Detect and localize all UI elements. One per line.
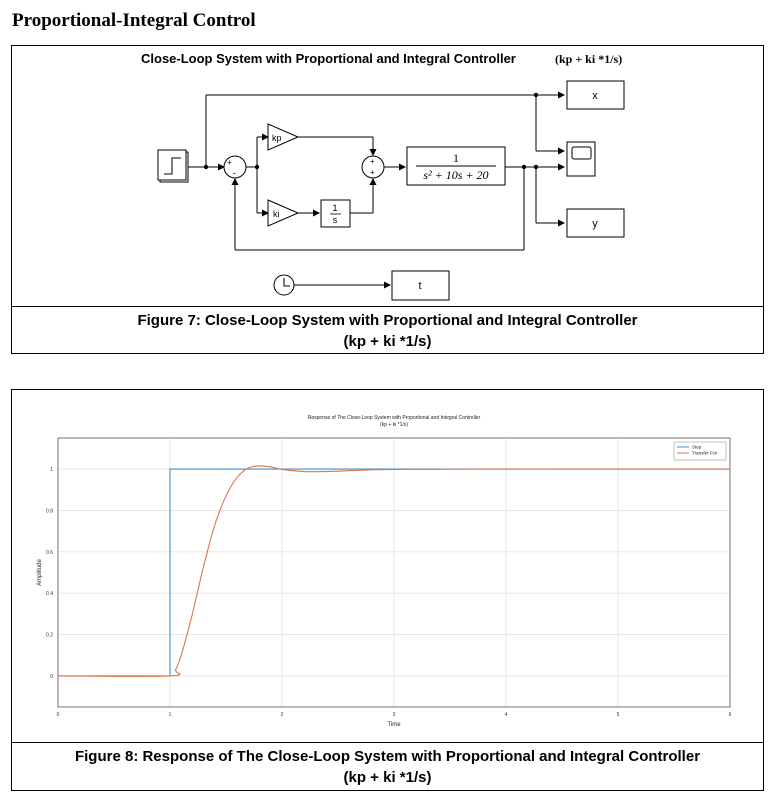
x-tick-label: 3 — [392, 712, 396, 718]
x-tick-label: 2 — [280, 712, 284, 718]
output-x-block[interactable] — [567, 81, 624, 109]
clock-icon[interactable] — [274, 275, 294, 295]
tf-numerator: 1 — [453, 151, 459, 165]
scope-block[interactable] — [567, 142, 595, 176]
chart-subtitle: (kp + ki *1/s) — [380, 422, 408, 428]
x-tick-label: 6 — [728, 712, 732, 718]
diagram-title-formula: (kp + ki *1/s) — [555, 52, 623, 66]
x-axis-label: Time — [387, 722, 401, 728]
figure-8-caption-line1: Figure 8: Response of The Close-Loop System with Proportional and Integral Controller — [74, 748, 701, 765]
sum1-minus-sign: - — [233, 168, 236, 178]
chart-legend — [674, 442, 726, 460]
legend-label: Transfer Fcn — [692, 450, 718, 456]
integrator-numerator: 1 — [332, 203, 338, 213]
output-y-block[interactable] — [567, 209, 624, 237]
output-t-label: t — [418, 280, 422, 292]
figure-7-caption — [12, 306, 763, 353]
figure-8-caption-line2: (kp + ki *1/s) — [343, 769, 432, 786]
y-tick-label: 0 — [50, 673, 53, 680]
diagram-title: Close-Loop System with Proportional and Integral Controller — [141, 51, 516, 66]
gain-ki-label: ki — [273, 209, 280, 219]
figure-8-caption — [12, 742, 763, 790]
y-tick-label: 0.6 — [46, 549, 53, 556]
output-t-block[interactable] — [392, 271, 449, 300]
sum2-plus-top: + — [370, 157, 375, 166]
tf-denominator: s² + 10s + 20 — [423, 168, 489, 182]
gain-kp-block[interactable] — [268, 124, 298, 150]
integrator-denominator: s — [332, 215, 338, 225]
response-chart — [12, 390, 765, 744]
transfer-fcn-block[interactable] — [407, 147, 505, 185]
gain-ki-block[interactable] — [268, 200, 298, 226]
legend-label: Step — [692, 444, 702, 450]
figure-7-caption-line2: (kp + ki *1/s) — [343, 333, 432, 350]
sum2-plus-bottom: + — [370, 168, 375, 177]
x-tick-label: 5 — [616, 712, 620, 718]
simulink-diagram — [12, 46, 765, 308]
page-heading: Proportional-Integral Control — [12, 10, 256, 31]
chart-title: Response of The Close-Loop System with Proportional and Integral Controller — [307, 415, 481, 421]
y-tick-label: 0.4 — [46, 591, 53, 598]
figure-7-frame — [11, 45, 764, 354]
y-tick-label: 1 — [50, 467, 53, 474]
x-tick-label: 4 — [504, 712, 508, 718]
y-axis-label: Amplitude — [37, 559, 43, 586]
sum1-plus-sign: + — [227, 158, 232, 167]
step-source-block[interactable] — [158, 150, 188, 182]
gain-kp-label: kp — [272, 133, 282, 143]
sum-block-2[interactable] — [362, 156, 384, 178]
figure-8-frame — [11, 389, 764, 791]
figure-7-caption-line1: Figure 7: Close-Loop System with Proportional and Integral Controller — [137, 312, 638, 329]
x-tick-label: 0 — [56, 712, 60, 718]
y-tick-label: 0.8 — [46, 508, 53, 515]
output-x-label: x — [592, 90, 598, 102]
output-y-label: y — [592, 218, 598, 230]
integrator-block[interactable] — [321, 200, 350, 227]
y-tick-label: 0.2 — [46, 632, 53, 639]
sum-block-1[interactable] — [224, 156, 246, 178]
x-tick-label: 1 — [168, 712, 172, 718]
